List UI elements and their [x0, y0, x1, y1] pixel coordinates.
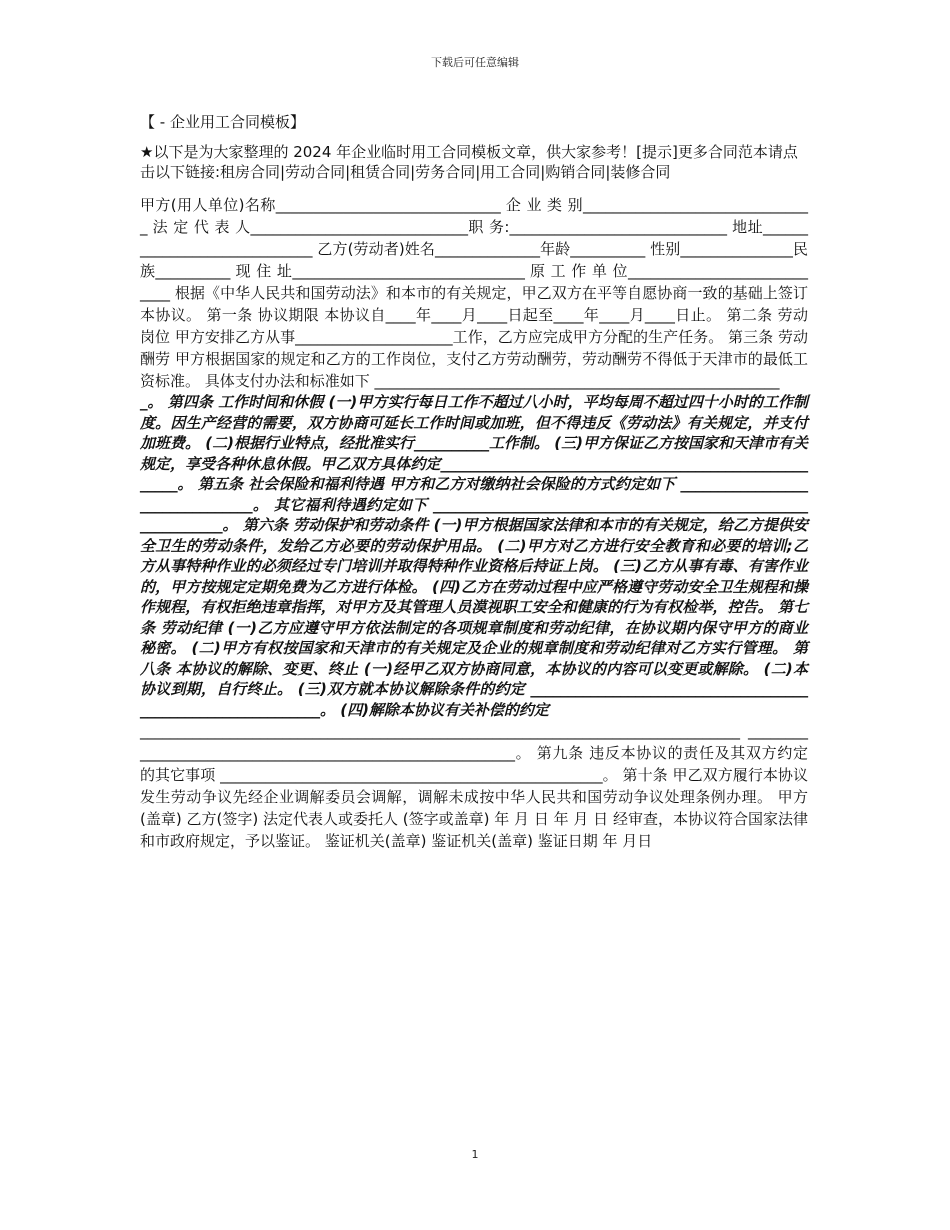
page-number: 1 [471, 1148, 479, 1161]
intro-paragraph: ★以下是为大家整理的 2024 年企业临时用工合同模板文章，供大家参考！[提示]更多合同范本请点击以下链接:租房合同|劳动合同|租赁合同|劳务合同|用工合同|购销合同|装修合同 [140, 143, 798, 181]
page-header: 下载后可任意编辑 [431, 56, 519, 69]
document-title: 【 - 企业用工合同模板】 [140, 113, 305, 131]
contract-parties-section: 甲方(用人单位)名称______________________________ 企 业 类 别_______________________________ 法 定 代 表 人_____________________________职 务:_____________________________ 地址_____________________________ 乙方(劳动者)姓名______________年龄__________ 性别_______________民族__________ 现 住 址_______________________________ 原 工 作 单 位____________________________ 根据《中华人民共和国劳动法》和本市的有关规定，甲乙双方在平等自愿协商一致的基础上签订本协议。 第一条 协议期限 本协议自____年____月____日起至____年____月____日止。 第二条 劳动岗位 甲方安排乙方从事_____________________工作，乙方应完成甲方分配的生产任务。 第三条 劳动酬劳 甲方根据国家的规定和乙方的工作岗位，支付乙方劳动酬劳，劳动酬劳不得低于天津市的最低工资标准。 具体支付办法和标准如下 ______________________________________________________ [140, 196, 808, 390]
contract-terms-section: _。 第四条 工作时间和休假 (一)甲方实行每日工作不超过八小时，平均每周不超过四十小时的工作制度。因生产经营的需要，双方协商可延长工作时间或加班，但不得违反《劳动法》有关规定，并支付加班费。 (二)根据行业特点，经批准实行__________工作制。 (三)甲方保证乙方按国家和天津市有关规定，享受各种休息休假。甲乙双方具体约定______________________________________________________。 第五条 社会保险和福利待遇 甲方和乙方对缴纳社会保险的方式约定如下 ________________________________。 其它福利待遇约定如下 _____________________________________________________________。 第六条 劳动保护和劳动条件 (一)甲方根据国家法律和本市的有关规定，给乙方提供安全卫生的劳动条件，发给乙方必要的劳动保护用品。 (二)甲方对乙方进行安全教育和必要的培训;乙方从事特种作业的必须经过专门培训并取得特种作业资格后持证上岗。 (三)乙方从事有毒、有害作业的，甲方按规定定期免费为乙方进行体检。 (四)乙方在劳动过程中应严格遵守劳动安全卫生规程和操作规程，有权拒绝违章指挥，对甲方及其管理人员漠视职工安全和健康的行为有权检举，控告。 第七条 劳动纪律 (一)乙方应遵守甲方依法制定的各项规章制度和劳动纪律，在协议期内保守甲方的商业秘密。 (二)甲方有权按国家和天津市的有关规定及企业的规章制度和劳动纪律对乙方实行管理。 第八条 本协议的解除、变更、终止 (一)经甲乙双方协商同意，本协议的内容可以变更或解除。 (二)本协议到期，自行终止。 (三)双方就本协议解除条件的约定 _____________________________________________________________。 (四)解除本协议有关补偿的约定 [140, 393, 808, 719]
document-body [140, 112, 808, 852]
contract-closing-section: ________________________________________________________________________________ __________________________________________________________。 第九条 违反本协议的责任及其双方约定的其它事项 ___________________________________________________。 第十条 甲乙双方履行本协议发生劳动争议先经企业调解委员会调解，调解未成按中华人民共和国劳动争议处理条例办理。 甲方(盖章) 乙方(签字) 法定代表人或委托人 (签字或盖章) 年 月 日 年 月 日 经审查，本协议符合国家法律和市政府规定，予以鉴证。 鉴证机关(盖章) 鉴证机关(盖章) 鉴证日期 年 月日 [140, 722, 808, 850]
